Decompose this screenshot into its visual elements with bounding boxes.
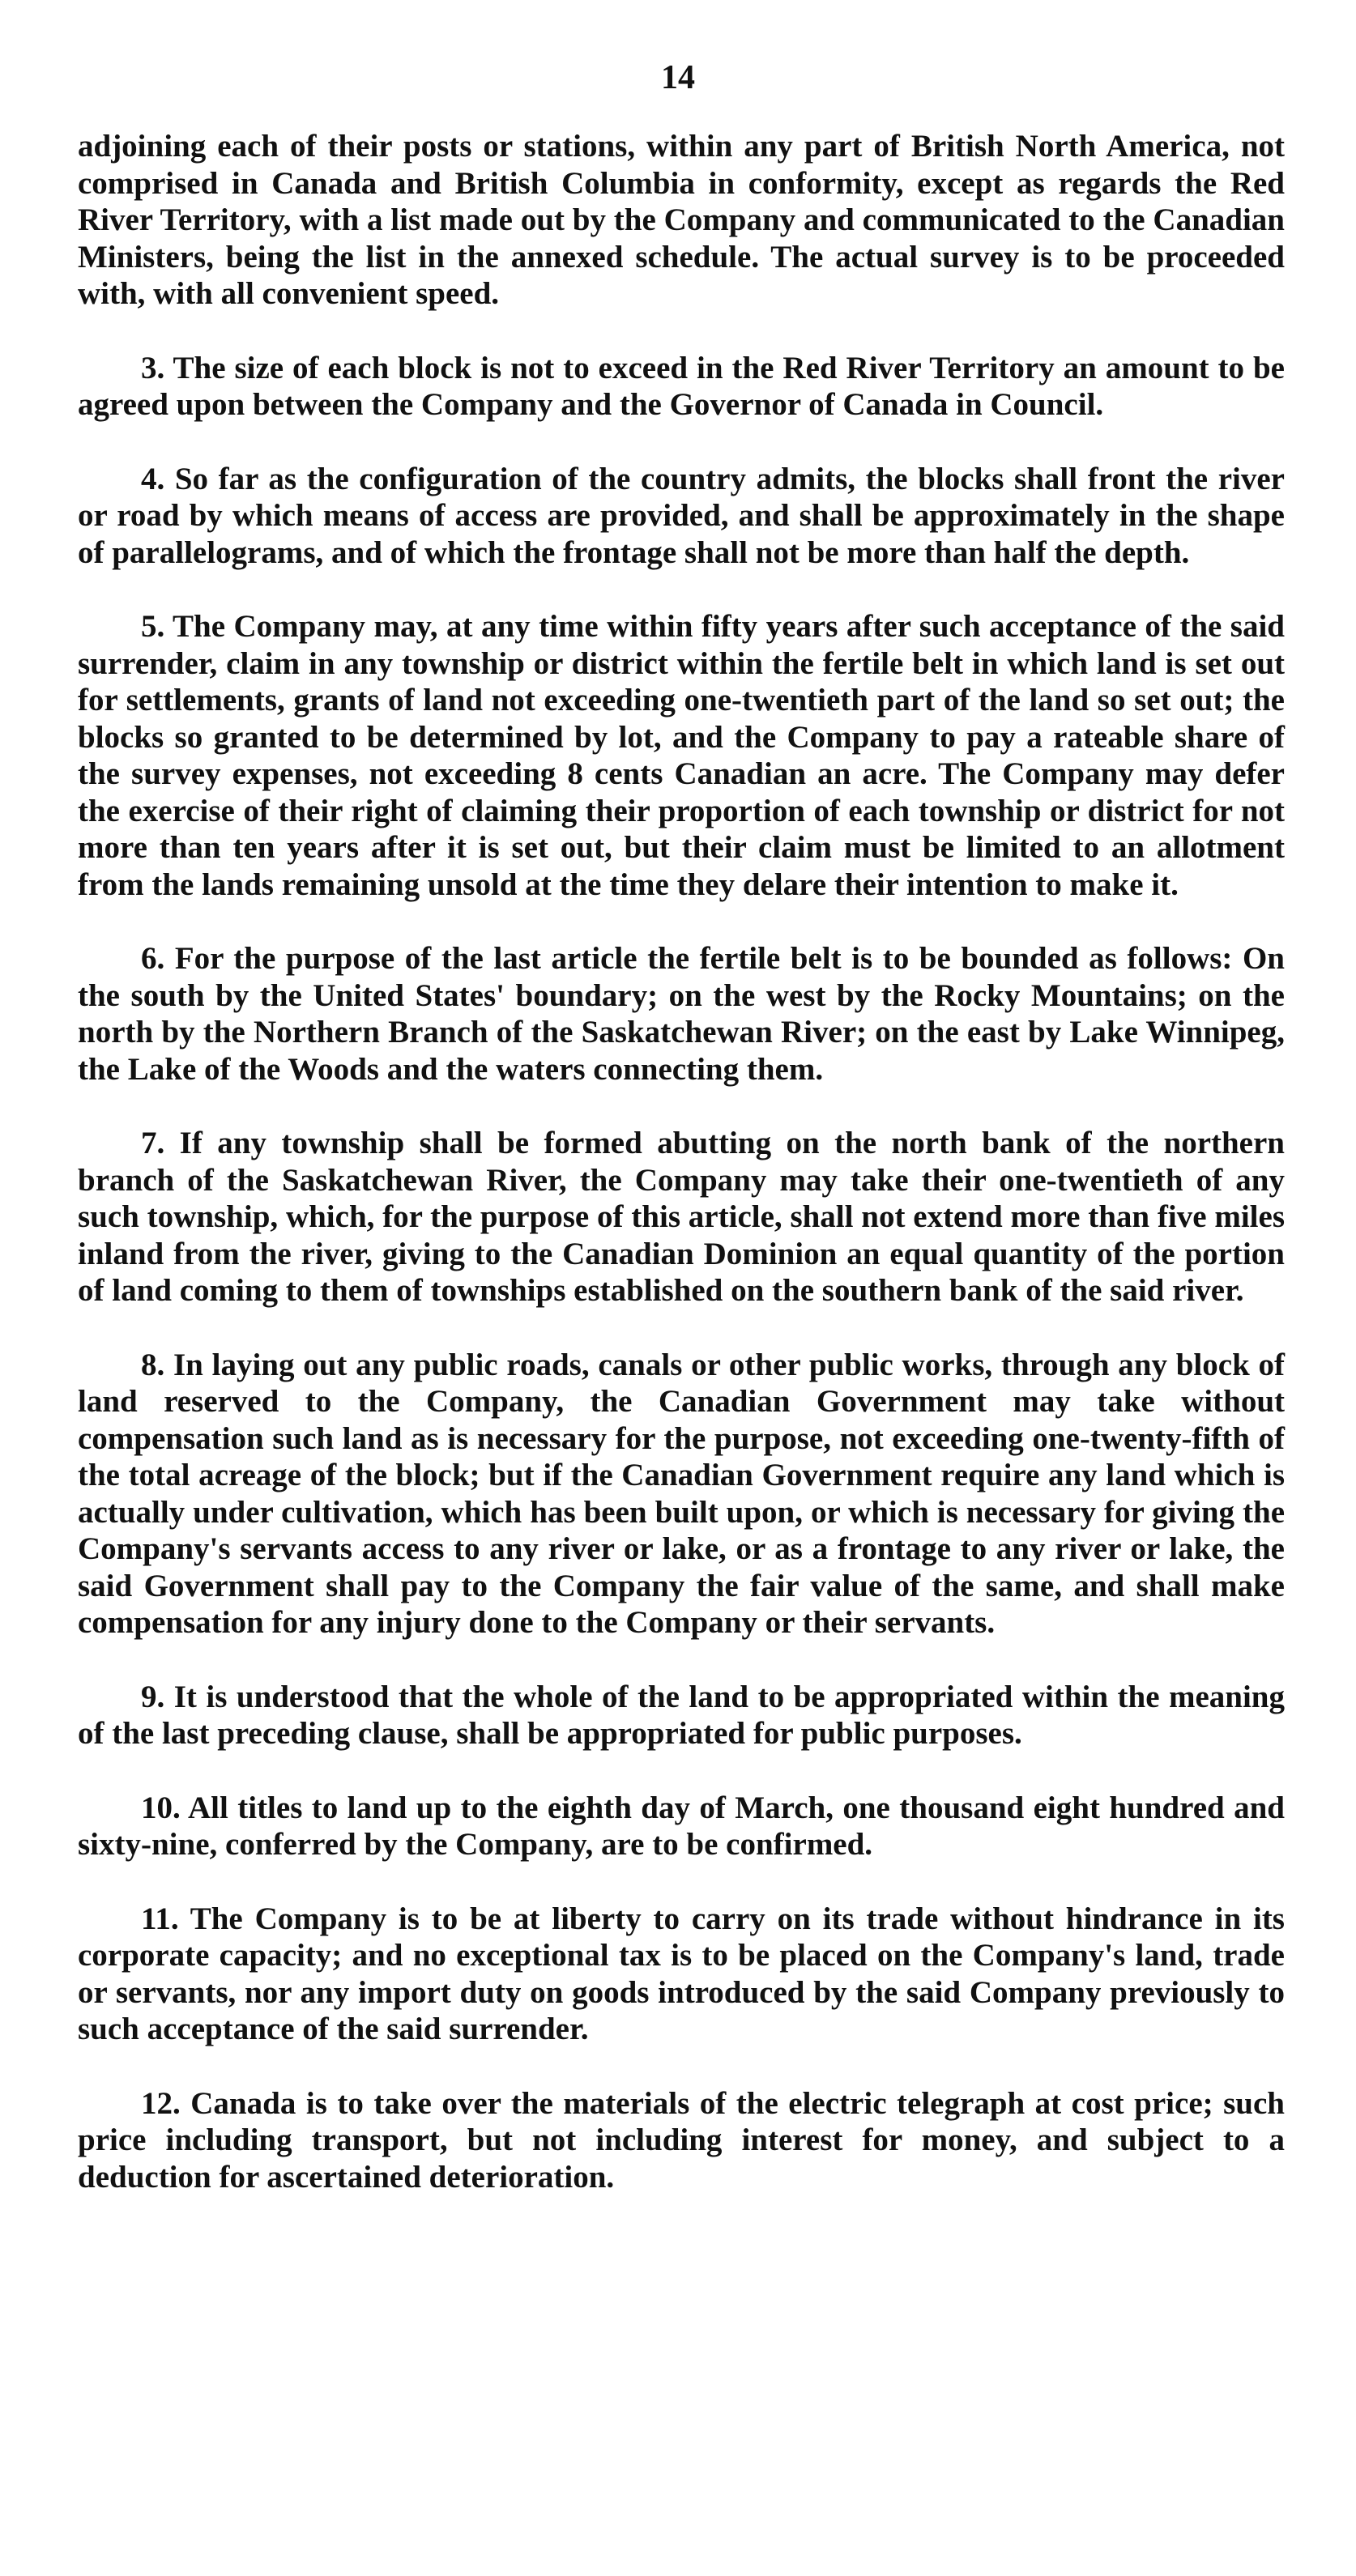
page-body (78, 128, 1285, 2233)
paragraph-article-5: 5. The Company may, at any time within fifty years after such acceptance of the said surrender, claim in any township or district within the fertile belt in which land is set out for settlements, grants of land not exceeding one-twentieth part of the land so set out; the blocks so granted to be determined by lot, and the Company to pay a rateable share of the survey expenses, not exceeding 8 cents Canadian an acre. The Company may defer the exercise of their right of claiming their proportion of each township or district for not more than ten years after it is set out, but their claim must be limited to an allotment from the lands remaining unsold at the time they delare their intention to make it. (78, 609, 1285, 902)
paragraph-article-11: 11. The Company is to be at liberty to carry on its trade without hindrance in its corporate capacity; and no exceptional tax is to be placed on the Company's land, trade or servants, nor any import duty on goods introduced by the said Company previously to such acceptance of the said surrender. (78, 1901, 1285, 2046)
paragraph-continuation: adjoining each of their posts or stations, within any part of British North America, not comprised in Canada and British Columbia in conformity, except as regards the Red River Territory, with a list made out by the Company and communicated to the Canadian Ministers, being the list in the annexed schedule. The actual survey is to be proceeded with, with all convenient speed. (78, 129, 1285, 311)
paragraph-article-3: 3. The size of each block is not to exceed in the Red River Territory an amount to be agreed upon between the Company and the Governor of Canada in Council. (78, 350, 1285, 422)
paragraph-article-8: 8. In laying out any public roads, canals or other public works, through any block of land reserved to the Company, the Canadian Government may take without compensation such land as is necessary for the purpose, not exceeding one-twenty-fifth of the total acreage of the block; but if the Canadian Government require any land which is actually under cultivation, which has been built upon, or which is necessary for giving the Company's servants access to any river or lake, or as a frontage to any river or lake, the said Government shall pay to the Company the fair value of the same, and shall make compensation for any injury done to the Company or their servants. (78, 1347, 1285, 1640)
paragraph-article-4: 4. So far as the configuration of the country admits, the blocks shall front the river or road by which means of access are provided, and shall be approximately in the shape of parallelograms, and of which the frontage shall not be more than half the depth. (78, 461, 1285, 570)
paragraph-article-12: 12. Canada is to take over the materials of the electric telegraph at cost price; such price including transport, but not including interest for money, and subject to a deduction for ascertained deterioration. (78, 2085, 1285, 2195)
paragraph-article-10: 10. All titles to land up to the eighth day of March, one thousand eight hundred and sixty-nine, conferred by the Company, are to be confirmed. (78, 1790, 1285, 1862)
paragraph-article-9: 9. It is understood that the whole of the land to be appropriated within the meaning of the last preceding clause, shall be appropriated for public purposes. (78, 1679, 1285, 1751)
paragraph-article-6: 6. For the purpose of the last article the fertile belt is to be bounded as follows: On the south by the United States' boundary; on the west by the Rocky Mountains; on the north by the Northern Branch of the Saskatchewan River; on the east by Lake Winnipeg, the Lake of the Woods and the waters connecting them. (78, 941, 1285, 1087)
paragraph-article-7: 7. If any township shall be formed abutting on the north bank of the northern branch of the Saskatchewan River, the Company may take their one-twentieth of any such township, which, for the purpose of this article, shall not extend more than five miles inland from the river, giving to the Canadian Dominion an equal quantity of the portion of land coming to them of townships established on the southern bank of the said river. (78, 1126, 1285, 1308)
page-number: 14 (661, 59, 695, 96)
